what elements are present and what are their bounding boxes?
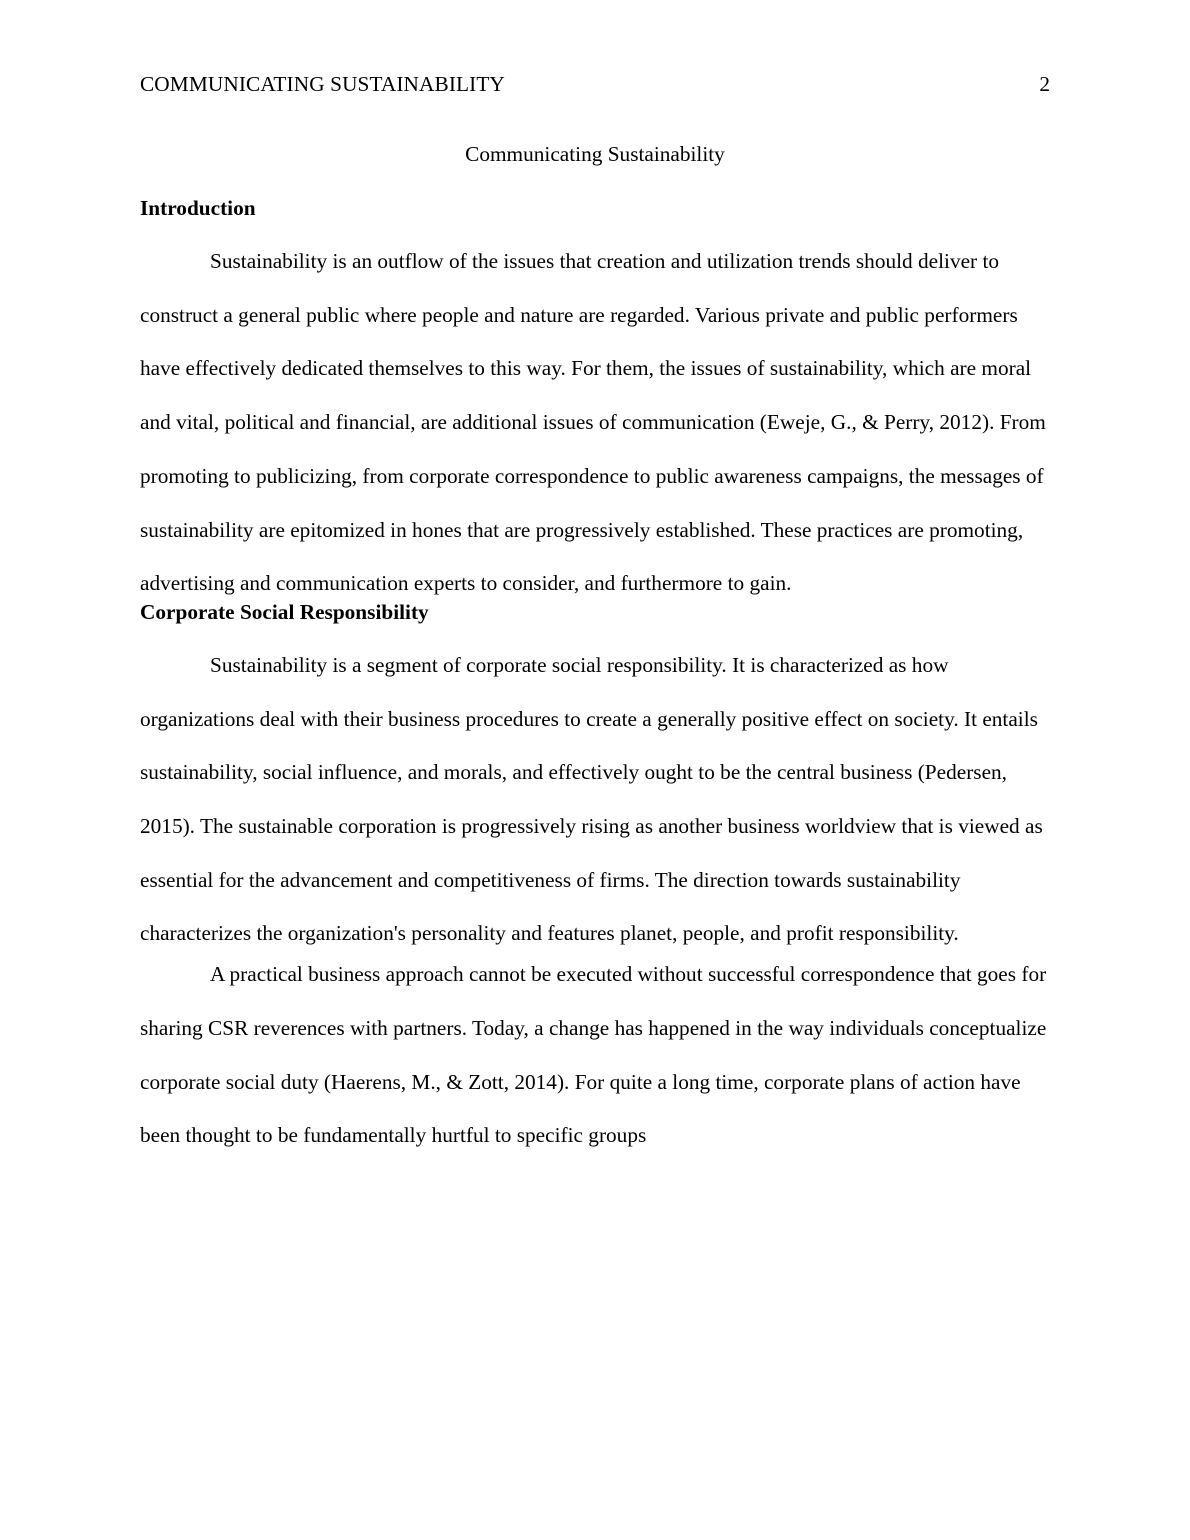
paragraph: Sustainability is an outflow of the issues that creation and utilization trends should deliver to construct a general public where people and nature are regarded. Various private and public performers have effectively dedicated themselves to this way. For them, the issues of sustainability, which are moral and vital, political and financial, are additional issues of communication (Eweje, G., & Perry, 2012). From promoting to publicizing, from corporate correspondence to public awareness campaigns, the messages of sustainability are epitomized in hones that are progressively established. These practices are promoting, advertising and communication experts to consider, and furthermore to gain. — [140, 249, 1046, 596]
section-heading-introduction: Introduction — [140, 196, 256, 220]
running-head: COMMUNICATING SUSTAINABILITY — [140, 72, 505, 96]
document-body — [140, 140, 1050, 1163]
paragraph: Sustainability is a segment of corporate social responsibility. It is characterized as how organizations deal with their business procedures to create a generally positive effect on society. It entails sustainability, social influence, and morals, and effectively ought to be the central business (Pedersen, 2015). The sustainable corporation is progressively rising as another business worldview that is viewed as essential for the advancement and competitiveness of firms. The direction towards sustainability characterizes the organization's personality and features planet, people, and profit responsibility. — [140, 652, 1043, 946]
document-title: Communicating Sustainability — [465, 142, 725, 166]
paragraph: A practical business approach cannot be executed without successful correspondence that goes for sharing CSR reverences with partners. Today, a change has happened in the way individuals conceptualize corporate social duty (Haerens, M., & Zott, 2014). For quite a long time, corporate plans of action have been thought to be fundamentally hurtful to specific groups — [140, 962, 1047, 1148]
page-number: 2 — [1039, 72, 1050, 96]
section-heading-csr: Corporate Social Responsibility — [140, 599, 429, 624]
